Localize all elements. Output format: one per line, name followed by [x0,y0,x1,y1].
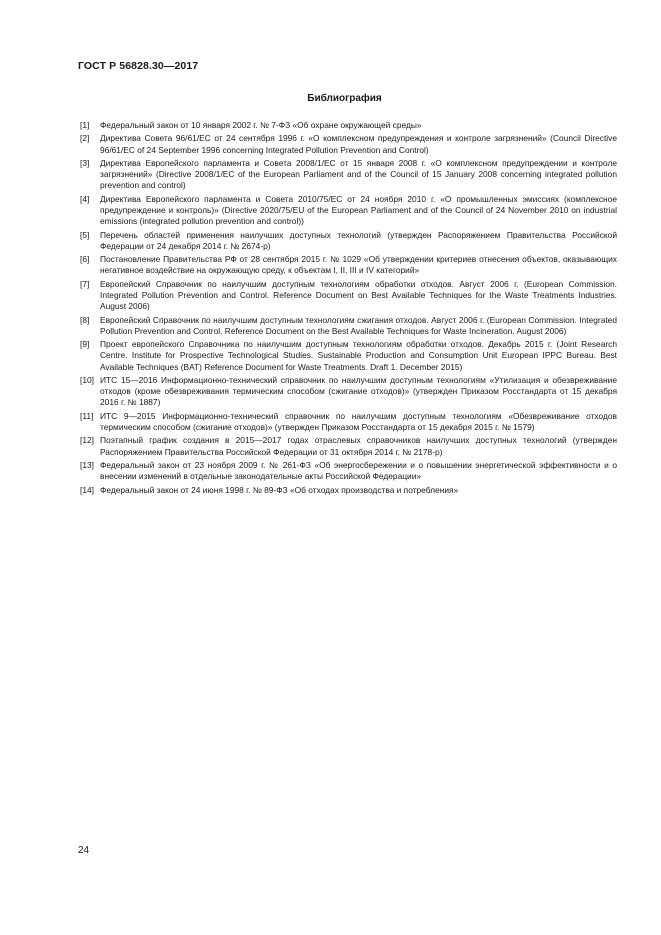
entry-number: [4] [80,193,90,204]
bibliography-entry [80,133,617,155]
entry-text: ИТС 15—2016 Информационно-технический справочник по наилучшим доступным технологиям «Утилизация и обезвреживание отходов (кроме обезвреживания термическим способом (сжигание отходов)» (утвержден Приказом Росстандарта от 15 декабря 2016 г. № 1887) [100,374,617,408]
bibliography-entry [80,254,617,276]
entry-number: [3] [80,157,90,168]
entry-text: Постановление Правительства РФ от 28 сентября 2015 г. № 1029 «Об утверждении критериев отнесения объектов, оказывающих негативное воздействие на окружающую среду, к объектам I, II, III и IV категорий» [100,254,617,276]
entry-number: [5] [80,229,90,240]
bibliography-entry [80,230,617,252]
entry-number: [7] [80,278,90,289]
entry-text: Перечень областей применения наилучших доступных технологий (утвержден Распоряжением Правительства Российской Федерации от 24 декабря 2014 г. № 2674-р) [100,229,617,251]
entry-number: [6] [80,254,90,265]
entry-text: Проект европейского Справочника по наилучшим доступным технологиям обработки отходов. Декабрь 2015 г. (Joint Research Centre. Institute for Prospective Technological Studies. Sustainable Production and Consumption Unit European IPPC Bureau. Best Available Techniques (BAT) Reference Document for Waste Treatments. Draft 1. December 2015) [100,339,617,372]
entry-text: Директива Европейского парламента и Совета 2008/1/ЕС от 15 января 2008 г. «О комплексном предупреждении и контроле загрязнений» (Directive 2008/1/EC of the European Parliament and of the Council of 15 January 2008 concerning integrated pollution prevention and control) [100,157,617,191]
page-number: 24 [78,845,90,856]
bibliography-entry [80,158,617,192]
entry-text: Поэтапный график создания в 2015—2017 годах отраслевых справочников наилучших доступных технологий (утвержден Распоряжением Правительства Российской Федерации от 31 октября 2014 г. № 2178-р) [100,435,617,457]
entry-text: Директива Европейского парламента и Совета 2010/75/ЕС от 24 ноября 2010 г. «О промышленных эмиссиях (комплексное предупреждение и контроль)» (Directive 2020/75/EU of the European Parliament and of the Council of 24 November 2010 on industrial emissions (integrated pollution prevention and control)) [100,193,617,227]
entry-number: [14] [80,484,94,495]
bibliography-entry [80,194,617,228]
entry-text: Директива Совета 96/61/ЕС от 24 сентября 1996 г. «О комплексном предупреждения и контроле загрязнений» (Council Directive 96/61/EC of 24 September 1996 concerning Integrated Pollution Prevention and Control) [100,133,617,155]
bibliography-title: Библиография [307,93,382,104]
bibliography-entry [80,339,617,373]
entry-number: [12] [80,435,94,446]
bibliography-entry [80,120,617,131]
entry-number: [11] [80,410,94,421]
bibliography-entry [80,375,617,409]
bibliography-entry [80,460,617,482]
entry-number: [9] [80,339,90,350]
entry-number: [10] [80,374,94,385]
document-code-header: ГОСТ Р 56828.30—2017 [78,60,199,72]
entry-text: Европейский Справочник по наилучшим доступным технологиям сжигания отходов. Август 2006 г. (European Commission. Integrated Pollution Prevention and Control. Reference Document on the Best Available Techniques for Waste Incineration. August 2006) [100,314,617,336]
entry-text: Федеральный закон от 24 июня 1998 г. № 89-ФЗ «Об отходах производства и потребления» [100,484,459,495]
entry-number: [1] [80,120,90,130]
entry-text: Федеральный закон от 23 ноября 2009 г. № 261-ФЗ «Об энергосбережении и о повышении энергетической эффективности и о внесении изменений в отдельные законодательные акты Российской Федерации» [100,459,617,482]
entry-text: Европейский Справочник по наилучшим доступным технологиям обработки отходов. Август 2006 г. (European Commission. Integrated Pollution Prevention and Control. Reference Document on Best Available Techniques for the Waste Treatments Industries. August 2006) [100,278,617,312]
entry-text: ИТС 9—2015 Информационно-технический справочник по наилучшим доступным технологиям «Обезвреживание отходов термическим способом (сжигание отходов)» (утвержден Приказом Росстандарта от 15 декабря 2015 г. № 1579) [100,410,617,432]
bibliography-list [80,120,617,498]
bibliography-entry [80,485,617,496]
bibliography-entry [80,315,617,337]
bibliography-entry [80,435,617,457]
entry-number: [8] [80,314,90,325]
entry-number: [2] [80,133,90,144]
entry-text: Федеральный закон от 10 января 2002 г. № 7-ФЗ «Об охране окружающей среды» [100,120,422,130]
bibliography-entry [80,411,617,433]
entry-number: [13] [80,459,94,470]
bibliography-entry [80,279,617,313]
